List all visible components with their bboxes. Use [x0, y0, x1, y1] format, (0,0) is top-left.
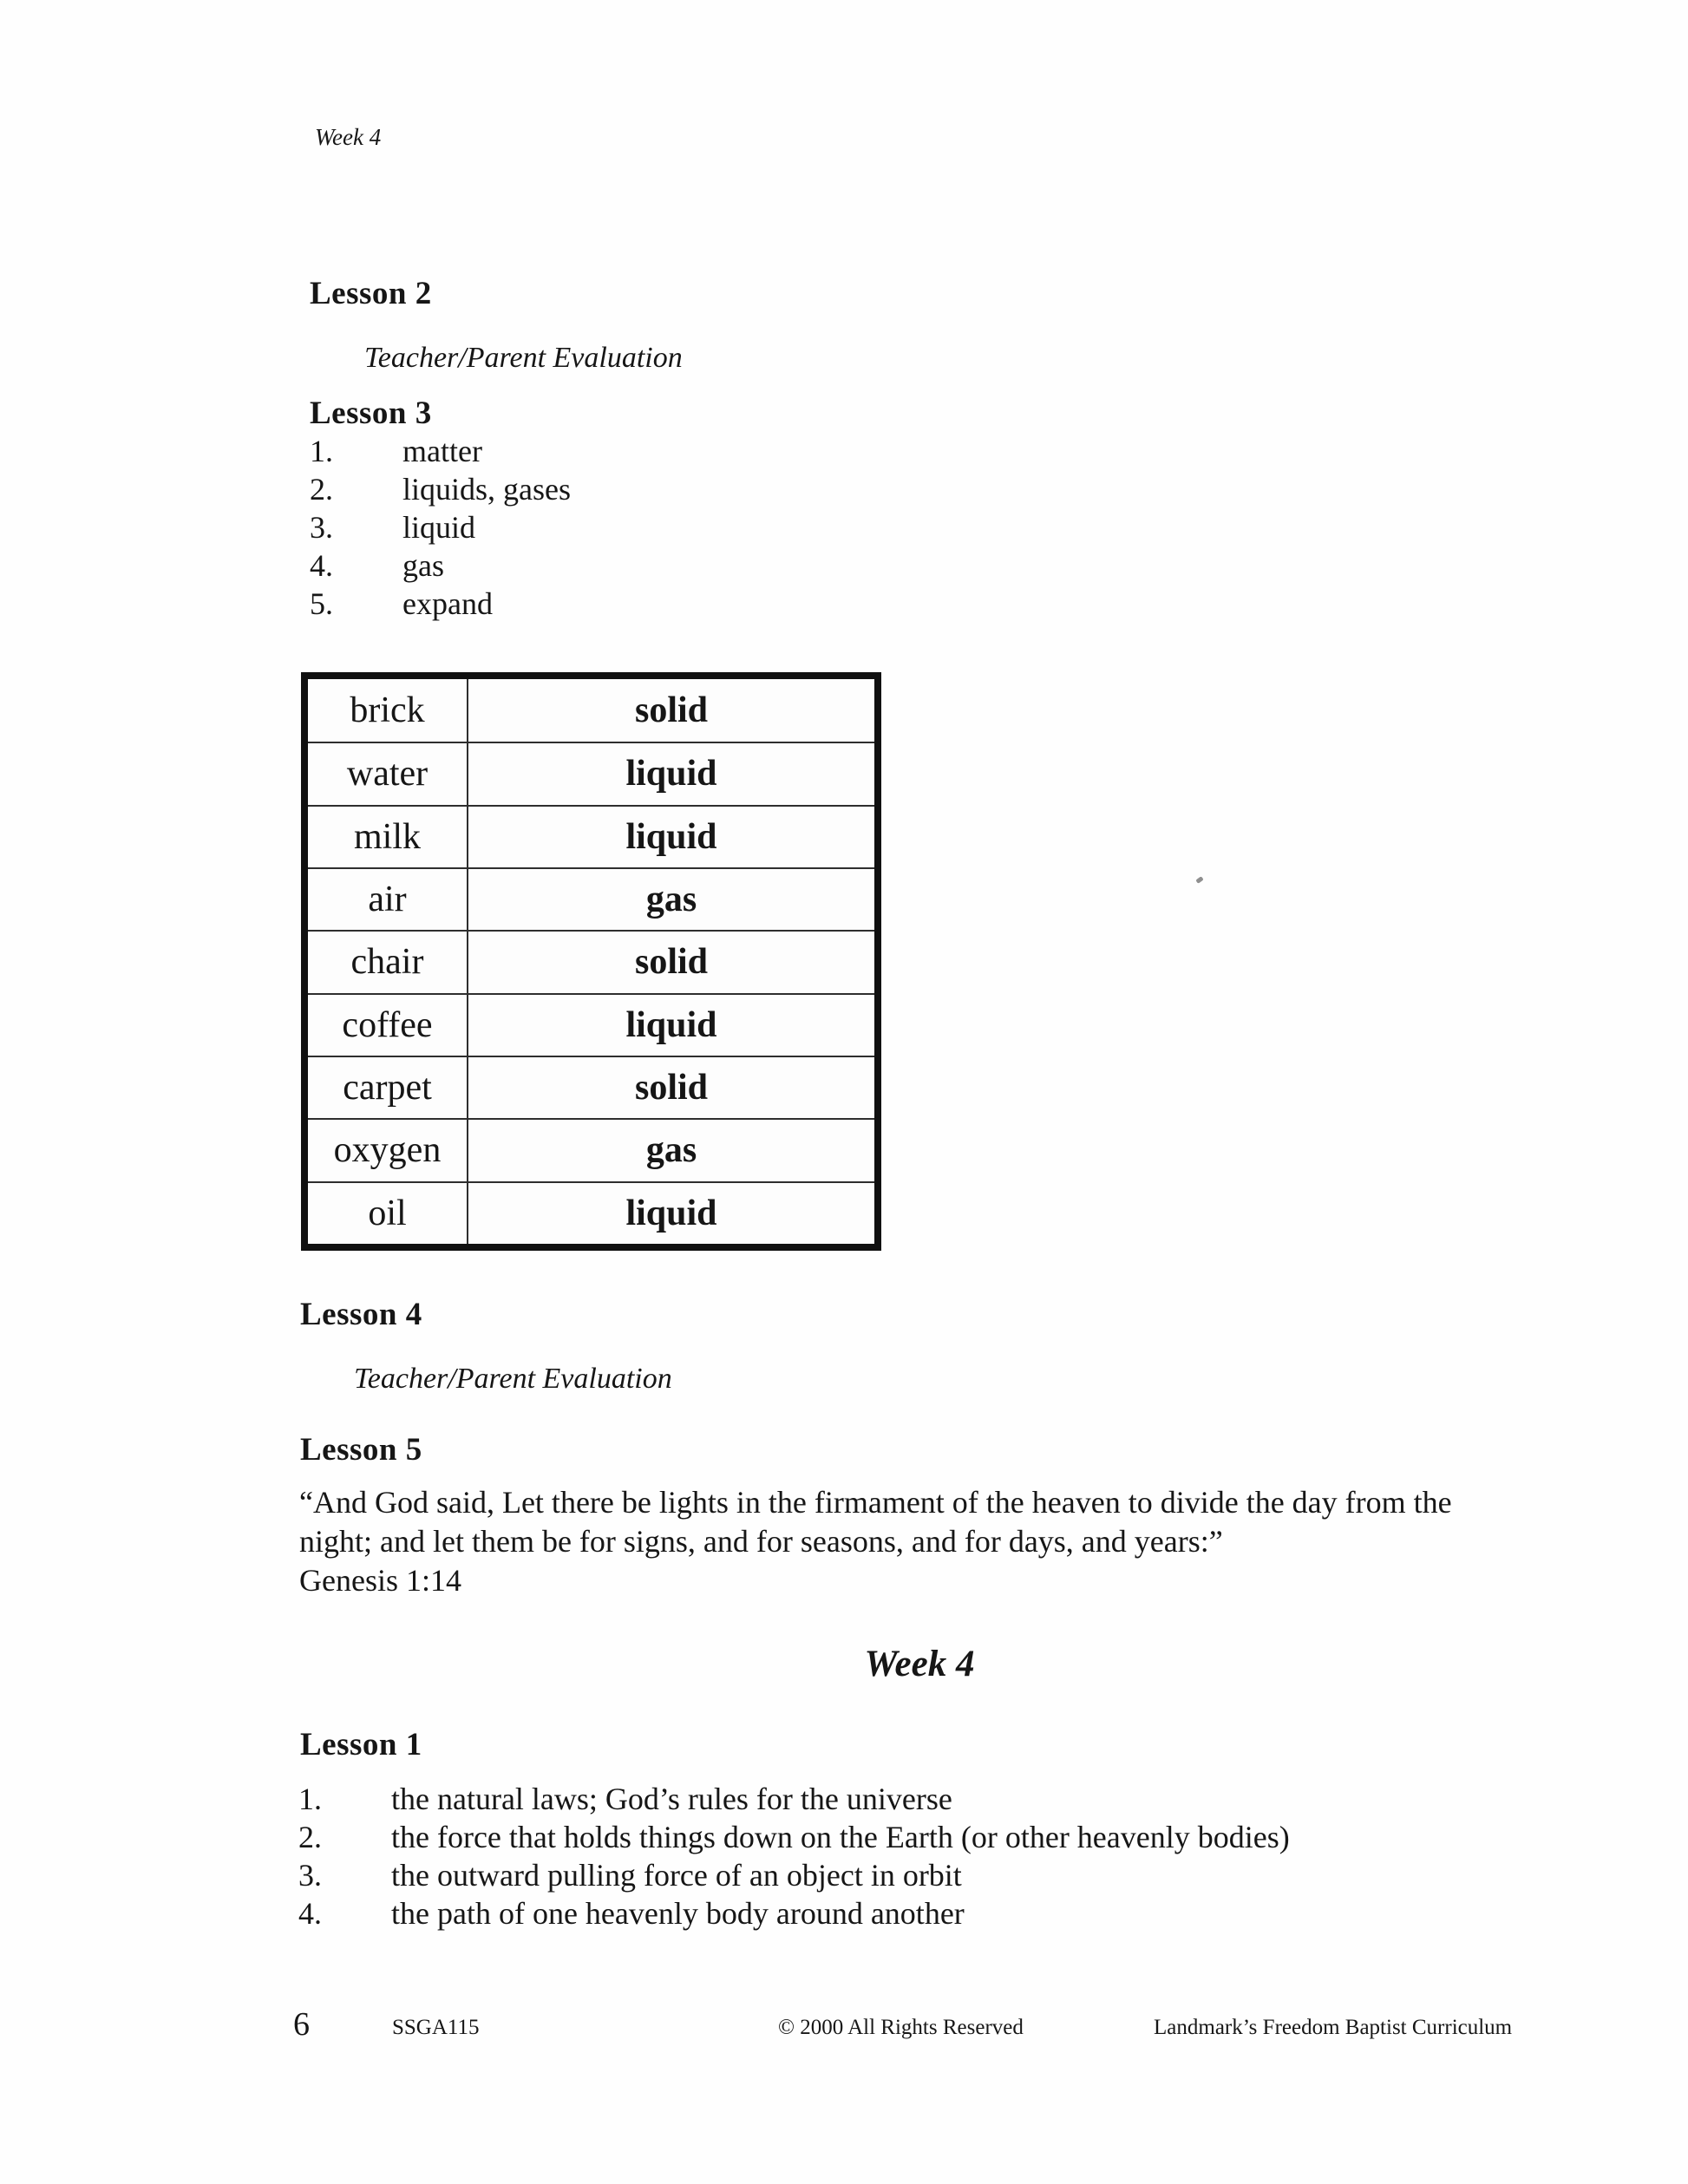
lesson1-heading: Lesson 1 — [300, 1727, 422, 1762]
running-header-week-label: Week 4 — [315, 124, 382, 150]
table-state-cell: solid — [468, 1056, 874, 1118]
answer-number: 4. — [310, 548, 333, 583]
answer-item — [298, 1856, 1290, 1894]
scripture-quote — [299, 1483, 1514, 1600]
lesson3-answer-list — [310, 432, 571, 623]
answer-number: 3. — [310, 510, 333, 545]
quote-line-2: night; and let them be for signs, and for seasons, and for days, and years:” — [299, 1524, 1223, 1559]
answer-number: 5. — [310, 586, 333, 621]
lesson2-evaluation-text: Teacher/Parent Evaluation — [364, 342, 683, 374]
table-state-cell: gas — [468, 867, 874, 930]
table-item-cell: coffee — [308, 993, 468, 1056]
lesson5-heading: Lesson 5 — [300, 1432, 422, 1468]
answer-number: 2. — [310, 472, 333, 507]
footer-curriculum-code: SSGA115 — [392, 2016, 480, 2039]
answer-number: 3. — [298, 1858, 322, 1893]
answer-number: 4. — [298, 1896, 322, 1931]
answer-item — [298, 1818, 1290, 1856]
footer-copyright-notice: © 2000 All Rights Reserved — [778, 2016, 1024, 2039]
answer-item — [298, 1780, 1290, 1818]
lesson1-answer-list — [298, 1780, 1290, 1932]
footer-page-number: 6 — [293, 2006, 310, 2043]
quote-line-1: “And God said, Let there be lights in the firmament of the heaven to divide the day from the — [299, 1485, 1452, 1520]
table-state-cell: liquid — [468, 742, 874, 804]
table-state-cell: liquid — [468, 805, 874, 867]
table-state-cell: liquid — [468, 1181, 874, 1244]
answer-text: liquid — [402, 510, 476, 545]
answer-text: the force that holds things down on the Earth (or other heavenly bodies) — [391, 1820, 1290, 1854]
lesson4-evaluation-text: Teacher/Parent Evaluation — [354, 1363, 672, 1395]
answer-item — [310, 546, 571, 585]
answer-text: liquids, gases — [402, 472, 571, 507]
answer-item — [298, 1894, 1290, 1932]
table-state-cell: solid — [634, 690, 709, 731]
answer-item — [310, 585, 571, 623]
table-state-cell: liquid — [468, 993, 874, 1056]
table-item-cell: milk — [308, 805, 468, 867]
week4-section-heading-wrap — [299, 1643, 1540, 1685]
week4-section-heading: Week 4 — [864, 1644, 975, 1684]
answer-text: the outward pulling force of an object in orbit — [391, 1858, 962, 1893]
table-item-cell: oil — [308, 1181, 468, 1244]
table-item-cell: oxygen — [308, 1118, 468, 1180]
table-item-cell: brick — [308, 679, 468, 742]
answer-number: 2. — [298, 1820, 322, 1854]
table-item-cell: carpet — [308, 1056, 468, 1118]
table-item-cell: chair — [308, 930, 468, 992]
table-item-cell: water — [308, 742, 468, 804]
answer-item — [310, 470, 571, 508]
lesson4-heading: Lesson 4 — [300, 1297, 422, 1332]
lesson2-heading: Lesson 2 — [310, 276, 432, 311]
table-state-cell: solid — [468, 930, 874, 992]
footer-publisher-name: Landmark’s Freedom Baptist Curriculum — [1154, 2016, 1513, 2039]
answer-text: gas — [402, 548, 444, 583]
answer-number: 1. — [298, 1782, 322, 1816]
scripture-citation: Genesis 1:14 — [299, 1563, 461, 1598]
answer-text: the natural laws; God’s rules for the universe — [391, 1782, 952, 1816]
answer-number: 1. — [310, 434, 333, 468]
scan-artifact-dot — [1195, 876, 1203, 884]
table-state-cell: gas — [468, 1118, 874, 1180]
answer-text: matter — [402, 434, 482, 468]
table-item-cell: air — [308, 867, 468, 930]
answer-item — [310, 432, 571, 470]
answer-text: expand — [402, 586, 493, 621]
answer-text: the path of one heavenly body around another — [391, 1896, 965, 1931]
matter-states-table — [301, 672, 881, 1251]
answer-item — [310, 508, 571, 546]
lesson3-heading: Lesson 3 — [310, 396, 432, 431]
